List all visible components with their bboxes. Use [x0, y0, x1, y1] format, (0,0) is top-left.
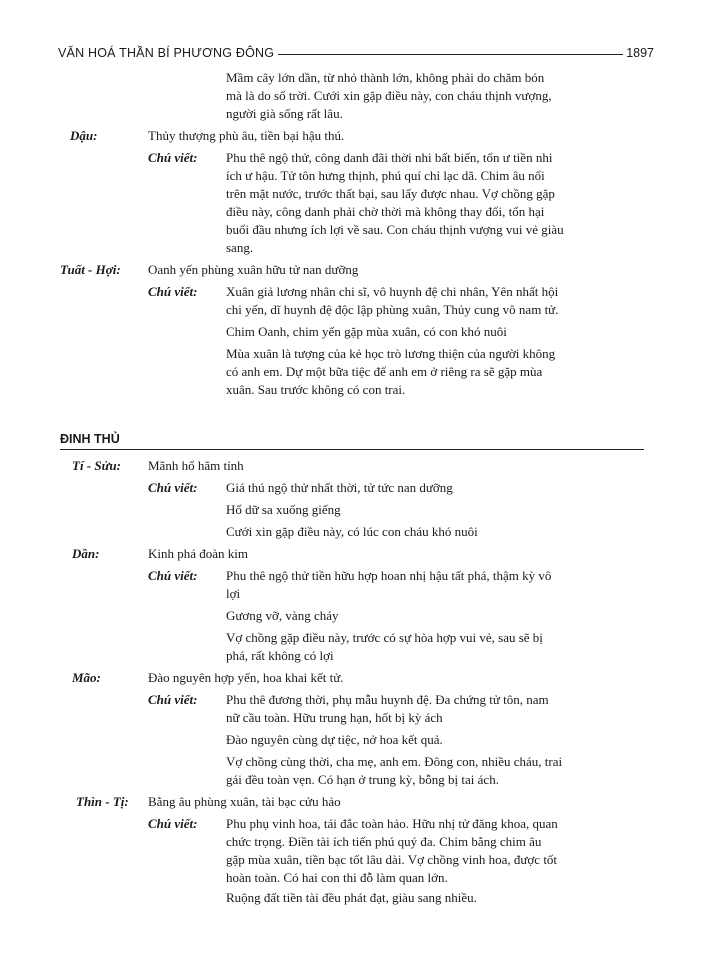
- entry-label: Dần:: [72, 546, 100, 561]
- text-line: người già sống rất lâu.: [226, 106, 343, 121]
- entry-label: Dậu:: [70, 128, 98, 143]
- text-line: hoàn toàn. Có hai con thi đỗ làm quan lớn.: [226, 870, 448, 885]
- text-line: Mầm cây lớn dần, từ nhỏ thành lớn, không phải do chăm bón: [226, 70, 545, 85]
- text-line: xuân. Sau trước không có con trai.: [226, 382, 406, 397]
- text-line: lợi: [226, 586, 241, 601]
- text-line: chức trọng. Điền tài ích tiến phú quý đa. Chim bằng chim âu: [226, 834, 542, 849]
- book-title: VĂN HOÁ THẦN BÍ PHƯƠNG ĐÔNG: [58, 46, 278, 60]
- text-line: Phu phụ vinh hoa, tái đắc toàn hảo. Hữu nhị tử đăng khoa, quan: [226, 816, 558, 831]
- text-line: Oanh yến phùng xuân hữu tử nan dưỡng: [148, 262, 359, 277]
- running-header: [58, 46, 654, 66]
- text-line: Thủy thượng phù âu, tiền bại hậu thú.: [148, 128, 345, 143]
- text-line: Vợ chồng cùng thời, cha mẹ, anh em. Đông con, nhiều cháu, trai: [226, 754, 563, 769]
- text-line: Giá thú ngộ thử nhất thời, tử tức nan dưỡng: [226, 480, 453, 495]
- text-line: Mùa xuân là tượng của kẻ học trò lương thiện của người không: [226, 346, 556, 361]
- entry-label: Chú viết:: [148, 480, 198, 495]
- text-line: Đào nguyên cùng dự tiệc, nở hoa kết quả.: [226, 732, 443, 747]
- section-title: ĐINH THỦ: [60, 432, 120, 446]
- text-line: có anh em. Dự một bữa tiệc để anh em ở riêng ra sẽ gặp mùa: [226, 364, 543, 379]
- text-line: ích ư hậu. Tử tôn hưng thịnh, phú quí chỉ lạc dã. Chim âu nổi: [226, 168, 545, 183]
- entry-label: Chú viết:: [148, 150, 198, 165]
- entry-label: Thìn - Tị:: [76, 794, 129, 809]
- text-line: Kinh phá đoàn kim: [148, 546, 249, 561]
- text-line: Bằng âu phùng xuân, tài bạc cửu hảo: [148, 794, 341, 809]
- entry-label: Chú viết:: [148, 692, 198, 707]
- text-line: Phu thê ngộ thử tiền hữu hợp hoan nhị hậu tất phá, thậm kỳ vô: [226, 568, 552, 583]
- text-line: trên mặt nước, trước thất bại, sau lấy được nhau. Vợ chồng gặp: [226, 186, 555, 201]
- text-line: Đào nguyên hợp yến, hoa khai kết tử.: [148, 670, 344, 685]
- entry-label: Tí - Sửu:: [72, 458, 121, 473]
- text-line: Vợ chồng gặp điều này, trước có sự hòa hợp vui vẻ, sau sẽ bị: [226, 630, 543, 645]
- entry-label: Mão:: [72, 670, 101, 685]
- text-line: Chim Oanh, chim yến gặp mùa xuân, có con khó nuôi: [226, 324, 507, 339]
- text-line: sang.: [226, 240, 254, 255]
- text-line: buổi đầu nhưng ích lợi về sau. Con cháu thịnh vượng vui vẻ giàu: [226, 222, 564, 237]
- page-number: 1897: [623, 46, 654, 60]
- text-line: điều này, công danh phải chờ thời mà không thay đổi, tổn hại: [226, 204, 545, 219]
- text-line: gái đều toàn vẹn. Có hạn ở trung kỳ, bỗng bị tai ách.: [226, 772, 499, 787]
- text-line: Gương vỡ, vàng cháy: [226, 608, 339, 623]
- text-line: Hổ dữ sa xuống giếng: [226, 502, 341, 517]
- text-line: nữ cầu toàn. Hữu trung hạn, hốt bị kỳ ách: [226, 710, 443, 725]
- entry-label: Chú viết:: [148, 284, 198, 299]
- entry-label: Chú viết:: [148, 816, 198, 831]
- text-line: phá, rất không có lợi: [226, 648, 334, 663]
- text-line: Phu thê đương thời, phụ mẫu huynh đệ. Đa chứng tử tôn, nam: [226, 692, 549, 707]
- text-line: Mãnh hổ hãm tỉnh: [148, 458, 244, 473]
- text-line: Xuân giả lương nhân chi sĩ, vô huynh đệ chi nhân, Yên nhất hội: [226, 284, 559, 299]
- entry-label: Chú viết:: [148, 568, 198, 583]
- text-line: gặp mùa xuân, tiền bạc tốt lâu dài. Vợ chồng vinh hoa, được tốt: [226, 852, 558, 867]
- text-line: Cưới xin gặp điều này, có lúc con cháu khó nuôi: [226, 524, 478, 539]
- entry-label: Tuất - Hợi:: [60, 262, 121, 277]
- text-line: Phu thê ngộ thử, công danh đãi thời nhi bất biến, tổn ư tiền nhi: [226, 150, 553, 165]
- text-line: chi yến, dĩ huynh đệ độc lập phùng xuân, Thủy cung vô nam tử.: [226, 302, 559, 317]
- section-rule: [60, 449, 644, 450]
- text-line: mà là do số trời. Cưới xin gặp điều này, con cháu thịnh vượng,: [226, 88, 552, 103]
- text-line: Ruộng đất tiền tài đều phát đạt, giàu sang nhiều.: [226, 890, 477, 905]
